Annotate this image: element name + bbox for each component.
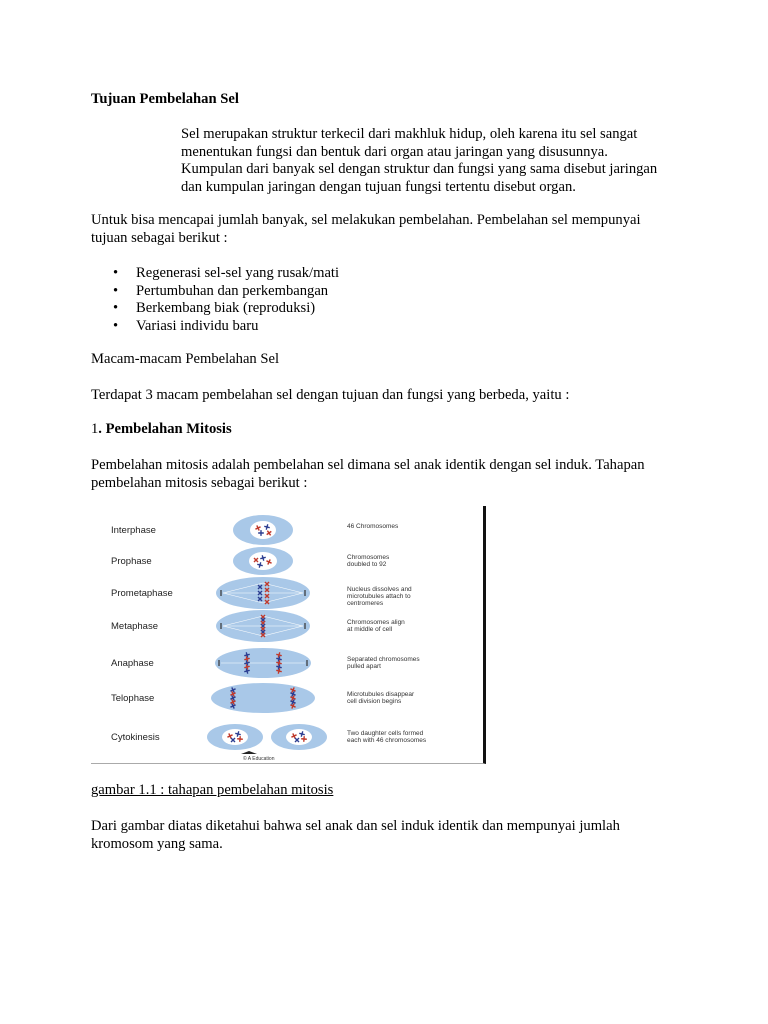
text-line: dan kumpulan jaringan dengan tujuan fungsi tertentu disebut organ. xyxy=(181,178,576,195)
text-line: Pembelahan mitosis adalah pembelahan sel dimana sel anak identik dengan sel induk. Tahapan xyxy=(91,457,645,473)
list-item: • Pertumbuhan dan perkembangan xyxy=(91,283,691,301)
intro-paragraph xyxy=(181,126,681,196)
conclusion-paragraph xyxy=(91,818,691,853)
stage-label: Telophase xyxy=(111,693,155,704)
text-line: Kumpulan dari banyak sel dengan struktur dan fungsi yang sama disebut jaringan xyxy=(181,161,658,177)
nucleus xyxy=(286,729,312,745)
text-line: menentukan fungsi dan bentuk dari organ atau jaringan yang disusunnya. xyxy=(181,143,608,160)
stage-description: 46 Chromosomes xyxy=(347,523,399,530)
stage-description: Chromosomes xyxy=(347,554,390,561)
figure-caption: gambar 1.1 : tahapan pembelahan mitosis xyxy=(91,782,334,798)
types-intro: Terdapat 3 macam pembelahan sel dengan tujuan dan fungsi yang berbeda, yaitu : xyxy=(91,387,570,403)
section-heading: Macam-macam Pembelahan Sel xyxy=(91,351,280,367)
mitosis-paragraph xyxy=(91,457,691,492)
stage-description: doubled to 92 xyxy=(347,561,387,568)
stage-description: each with 46 chromosomes xyxy=(347,737,427,744)
text-line: Dari gambar diatas diketahui bahwa sel anak dan sel induk identik dan mempunyai jumlah xyxy=(91,818,620,834)
cell xyxy=(211,683,315,713)
stage-label: Prophase xyxy=(111,556,152,567)
mitosis-diagram xyxy=(91,506,483,763)
mitosis-title: . Pembelahan Mitosis xyxy=(98,421,232,437)
mitosis-heading xyxy=(91,421,691,439)
stage-description: microtubules attach to xyxy=(347,593,411,600)
logo-icon xyxy=(241,751,257,754)
text-line: Sel merupakan struktur terkecil dari makhluk hidup, oleh karena itu sel sangat xyxy=(181,126,638,142)
text-line: pembelahan mitosis sebagai berikut : xyxy=(91,474,308,491)
list-item: • Berkembang biak (reproduksi) xyxy=(91,300,691,318)
nucleus xyxy=(250,521,276,539)
stage-description: pulled apart xyxy=(347,663,381,670)
list-item: • Variasi individu baru xyxy=(91,318,691,336)
text-line: tujuan sebagai berikut : xyxy=(91,229,228,246)
stage-label: Prometaphase xyxy=(111,588,173,599)
figure-credit: © A Education xyxy=(243,756,275,762)
stage-description: Microtubules disappear xyxy=(347,691,415,698)
nucleus xyxy=(249,552,277,570)
stage-label: Interphase xyxy=(111,525,156,536)
stage-label: Anaphase xyxy=(111,658,154,669)
stage-description: cell division begins xyxy=(347,698,402,705)
text-line: Untuk bisa mencapai jumlah banyak, sel melakukan pembelahan. Pembelahan sel mempunyai xyxy=(91,212,641,228)
stage-label: Cytokinesis xyxy=(111,732,160,743)
list-item: • Regenerasi sel-sel yang rusak/mati xyxy=(91,265,691,283)
stage-description: Two daughter cells formed xyxy=(347,730,424,737)
stage-description: Nucleus dissolves and xyxy=(347,586,412,593)
stage-label: Metaphase xyxy=(111,621,159,632)
mitosis-figure xyxy=(91,506,486,764)
nucleus xyxy=(222,729,248,745)
stage-description: Chromosomes align xyxy=(347,619,405,626)
page-title: Tujuan Pembelahan Sel xyxy=(91,91,239,107)
purpose-paragraph xyxy=(91,212,691,247)
stage-description: Separated chromosomes xyxy=(347,656,420,663)
purpose-list xyxy=(91,265,691,335)
mitosis-number: 1 xyxy=(91,421,99,437)
stage-description: centromeres xyxy=(347,600,384,607)
text-line: kromosom yang sama. xyxy=(91,835,223,852)
stage-description: at middle of cell xyxy=(347,626,393,633)
